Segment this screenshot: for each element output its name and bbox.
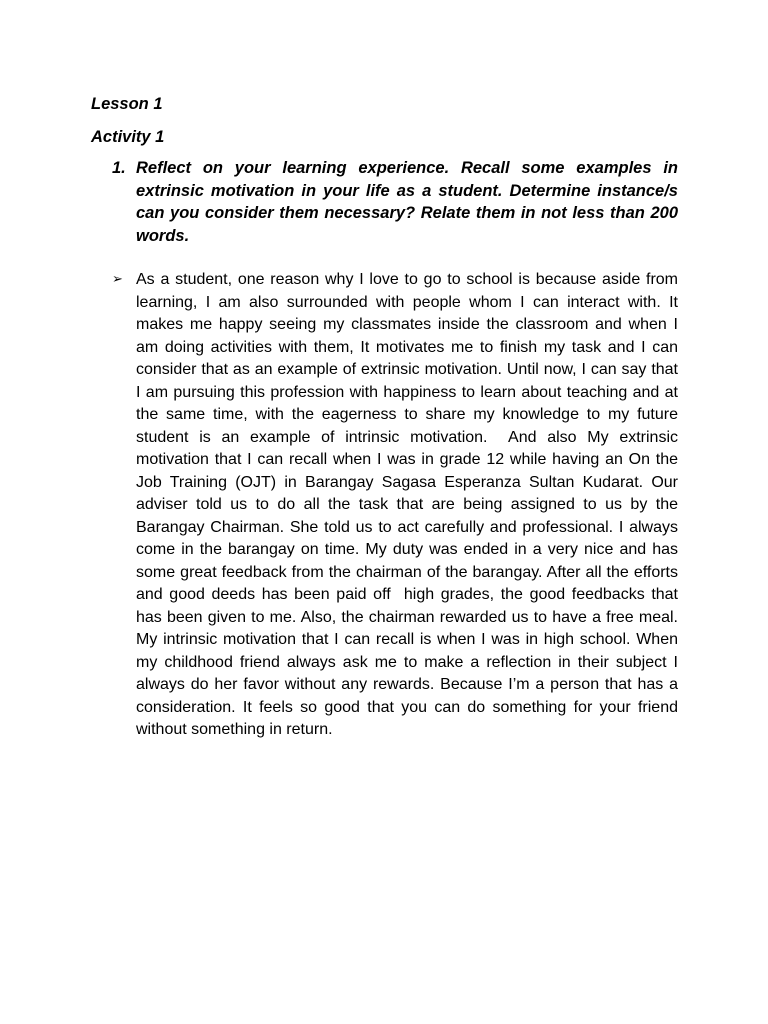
- answer-item: [112, 269, 683, 742]
- lesson-title: Lesson 1: [91, 95, 163, 113]
- question-item: [112, 157, 678, 247]
- activity-title: Activity 1: [91, 128, 165, 146]
- answer-text: As a student, one reason why I love to go to school is because aside from learning, I am also surrounded with people whom I can interact with. It makes me happy seeing my classmates inside the classroom and when I am doing activities with them, It motivates me to finish my task and I can consider that as an example of extrinsic motivation. Until now, I can say that I am pursuing this profession with happiness to learn about teaching and at the same time, with the eagerness to share my knowledge to my future student is an example of intrinsic motivation. And also My extrinsic motivation that I can recall when I was in grade 12 while having an On the Job Training (OJT) in Barangay Sagasa Esperanza Sultan Kudarat. Our adviser told us to do all the task that are being assigned to us by the Barangay Chairman. She told us to act carefully and professional. I always come in the barangay on time. My duty was ended in a very nice and has some great feedback from the chairman of the barangay. After all the efforts and good deeds has been paid off high grades, the good feedbacks that has been given to me. Also, the chairman rewarded us to have a free meal. My intrinsic motivation that I can recall is when I was in high school. When my childhood friend always ask me to make a reflection in their subject I always do her favor without any rewards. Because I’m a person that has a consideration. It feels so good that you can do something for your friend without something in return.: [136, 271, 683, 738]
- arrow-bullet-icon: ➢: [112, 272, 123, 287]
- question-number: 1.: [112, 159, 126, 177]
- question-text: Reflect on your learning experience. Recall some examples in extrinsic motivation in your life as a student. Determine instance/s can you consider them necessary? Relate them in not less than 200 words.: [136, 159, 678, 245]
